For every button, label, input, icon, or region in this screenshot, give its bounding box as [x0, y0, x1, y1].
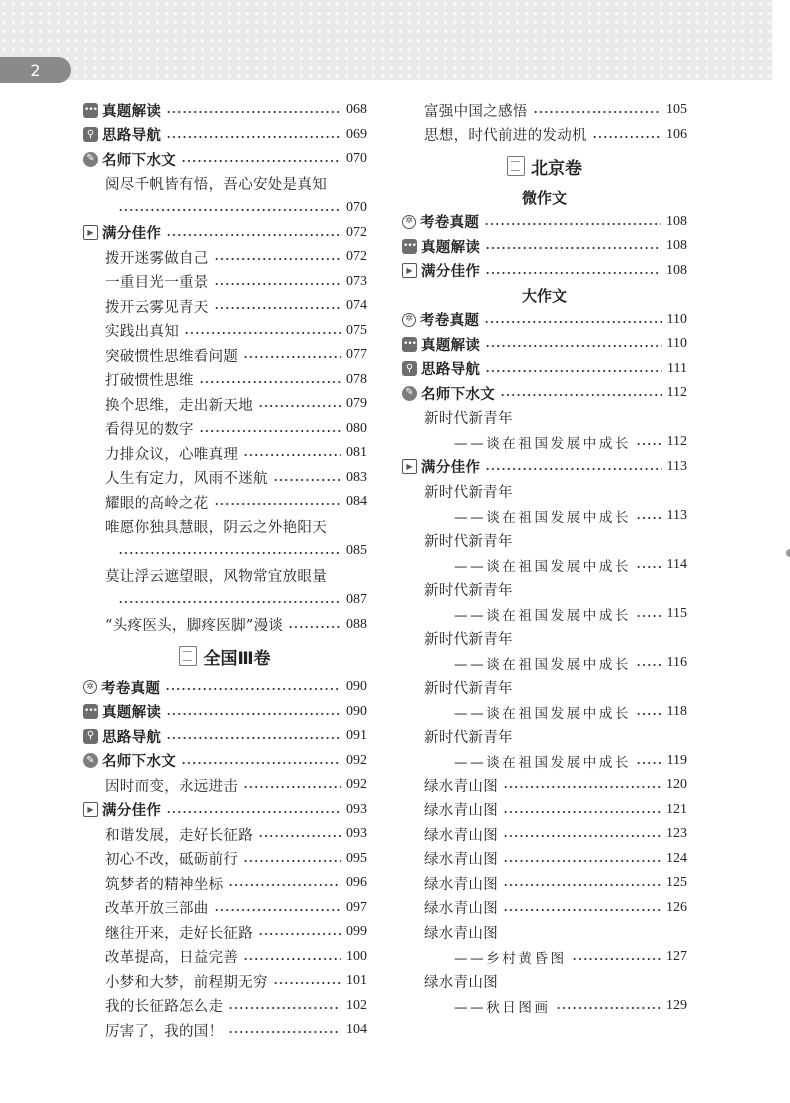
dot-leader	[166, 713, 341, 715]
entry-title: 考卷真题	[420, 313, 480, 330]
toc-title-line	[402, 406, 687, 431]
toc-title-line	[402, 675, 687, 700]
header-band	[0, 0, 772, 80]
entry-title: 看得见的数字	[105, 422, 194, 439]
page-ref: 069	[346, 126, 367, 142]
entry-title: 绿水青山图	[424, 827, 498, 844]
section-heading	[83, 637, 367, 675]
entry-title: 绿水青山图	[424, 876, 498, 893]
page-ref: 090	[346, 703, 367, 719]
toc-entry[interactable]	[83, 245, 367, 270]
dot-leader	[503, 884, 661, 886]
toc-title-line	[402, 577, 687, 602]
toc-entry[interactable]	[402, 994, 687, 1019]
book-icon	[179, 646, 197, 666]
dot-leader	[484, 223, 661, 225]
toc-entry[interactable]	[83, 539, 367, 564]
dot-leader	[228, 1007, 341, 1009]
toc-entry[interactable]	[402, 455, 687, 480]
page-number: 2	[30, 60, 41, 80]
toc-entry[interactable]	[402, 945, 687, 970]
dot-leader	[485, 345, 661, 347]
entry-title: ——谈在祖国发展中成长	[454, 607, 632, 624]
play-icon: ▶	[83, 802, 98, 817]
toc-entry[interactable]	[83, 994, 367, 1019]
page-ref: 114	[666, 556, 687, 572]
location-pin-icon: ⚲	[83, 127, 98, 142]
dot-leader	[118, 552, 341, 554]
toc-entry[interactable]	[83, 294, 367, 319]
entry-title: 和谐发展，走好长征路	[105, 827, 253, 844]
entry-title: 耀眼的高岭之花	[105, 495, 209, 512]
entry-title: 真题解读	[102, 705, 162, 722]
dot-leader	[503, 786, 661, 788]
toc-entry[interactable]	[83, 700, 367, 725]
dot-leader	[165, 688, 341, 690]
toc-entry[interactable]	[83, 343, 367, 368]
toc-entry[interactable]	[83, 871, 367, 896]
entry-title: 继往开来，走好长征路	[105, 925, 253, 942]
toc-entry[interactable]	[83, 98, 367, 123]
toc-title-line	[402, 724, 687, 749]
page-ref: 126	[666, 899, 687, 915]
page-ref: 072	[346, 224, 367, 240]
toc-entry[interactable]	[402, 700, 687, 725]
dot-leader	[166, 737, 341, 739]
sub-heading-title: 大作文	[521, 286, 567, 305]
entry-title: 绿水青山图	[424, 901, 498, 918]
toc-entry[interactable]	[83, 822, 367, 847]
dot-leader	[184, 332, 341, 334]
entry-title: 改革开放三部曲	[105, 901, 209, 918]
entry-title: 厉害了，我的国！	[105, 1023, 224, 1040]
sub-heading-title: 微作文	[521, 188, 567, 207]
page-ref: 115	[666, 605, 687, 621]
entry-title: 新时代新青年	[424, 484, 513, 501]
entry-title: ——谈在祖国发展中成长	[454, 656, 632, 673]
entry-title: ——乡村黄昏图	[454, 950, 567, 967]
page-ref: 119	[666, 752, 687, 768]
entry-title: 新时代新青年	[424, 631, 513, 648]
dot-leader	[500, 394, 662, 396]
page-ref: 112	[666, 385, 687, 401]
toc-title-line	[402, 479, 687, 504]
play-icon: ▶	[402, 263, 417, 278]
page-ref: 091	[346, 728, 367, 744]
toc-entry[interactable]	[83, 724, 367, 749]
dot-leader	[533, 111, 661, 113]
entry-title: 名师下水文	[102, 754, 176, 771]
entry-title: 拨开云雾见青天	[105, 299, 209, 316]
dot-leader	[118, 209, 341, 211]
page-ref: 110	[666, 311, 687, 327]
page-ref: 073	[346, 273, 367, 289]
toc-entry[interactable]	[83, 945, 367, 970]
toc-entry[interactable]	[402, 123, 687, 148]
entry-title: 新时代新青年	[424, 680, 513, 697]
chat-bubble-icon: •••	[402, 337, 417, 352]
entry-title: 新时代新青年	[424, 729, 513, 746]
entry-title: 真题解读	[102, 103, 162, 120]
page-ref: 118	[666, 703, 687, 719]
page-ref: 121	[666, 801, 687, 817]
section-title: 北京卷	[531, 158, 582, 179]
section-heading	[402, 147, 687, 185]
page-ref: 080	[346, 420, 367, 436]
dot-leader	[166, 136, 341, 138]
dot-leader	[181, 762, 341, 764]
entry-title: 力排众议，心唯真理	[105, 446, 239, 463]
toc-entry[interactable]	[402, 847, 687, 872]
toc-entry[interactable]	[83, 147, 367, 172]
dot-leader	[258, 835, 341, 837]
dot-leader	[636, 664, 661, 666]
toc-entry[interactable]	[402, 896, 687, 921]
toc-entry[interactable]	[83, 896, 367, 921]
toc-entry[interactable]	[83, 221, 367, 246]
section-title: 全国Ⅲ卷	[203, 648, 271, 669]
page-ref: 084	[346, 494, 367, 510]
dot-leader	[485, 370, 662, 372]
play-icon: ▶	[402, 459, 417, 474]
page-ref: 108	[666, 262, 687, 278]
dot-leader	[118, 601, 341, 603]
toc-entry[interactable]	[83, 466, 367, 491]
toc-title-line	[402, 969, 687, 994]
page-ref: 112	[666, 434, 687, 450]
dot-leader	[503, 860, 661, 862]
toc-entry[interactable]	[83, 588, 367, 613]
toc-entry[interactable]	[83, 749, 367, 774]
dot-leader	[243, 454, 341, 456]
dot-leader	[503, 811, 661, 813]
entry-title: 拨开迷雾做自己	[105, 250, 209, 267]
page-ref: 124	[666, 850, 687, 866]
page-ref: 070	[346, 151, 367, 167]
toc-entry[interactable]	[402, 210, 687, 235]
toc-entry[interactable]	[402, 504, 687, 529]
page-ref: 104	[346, 1022, 367, 1038]
entry-title: 绿水青山图	[424, 803, 498, 820]
dot-leader	[636, 713, 661, 715]
toc-entry[interactable]	[402, 381, 687, 406]
dot-leader	[636, 443, 661, 445]
toc-entry[interactable]	[83, 441, 367, 466]
pen-icon: ✎	[83, 152, 98, 167]
dot-leader	[273, 982, 341, 984]
entry-title: 人生有定力，风雨不迷航	[105, 471, 268, 488]
entry-title: 满分佳作	[421, 264, 481, 281]
page-ref: 127	[666, 948, 687, 964]
toc-entry[interactable]	[402, 259, 687, 284]
dot-leader	[258, 405, 341, 407]
toc-entry[interactable]	[83, 270, 367, 295]
entry-title: 思想，时代前进的发动机	[424, 128, 587, 145]
chat-bubble-icon: •••	[83, 103, 98, 118]
toc-title-line	[402, 626, 687, 651]
page-ref: 123	[666, 826, 687, 842]
dot-leader	[214, 258, 341, 260]
toc-entry[interactable]	[83, 368, 367, 393]
chat-bubble-icon: •••	[402, 239, 417, 254]
page-ref: 070	[346, 200, 367, 216]
page-ref: 113	[666, 458, 687, 474]
toc-entry[interactable]	[83, 417, 367, 442]
page-ref: 077	[346, 347, 367, 363]
entry-title: 因时而变，永远进击	[105, 778, 239, 795]
toc-entry[interactable]	[402, 98, 687, 123]
target-icon: ✲	[83, 680, 97, 694]
entry-title: 突破惯性思维看问题	[105, 348, 239, 365]
page-ref: 116	[666, 654, 687, 670]
toc-entry[interactable]	[402, 234, 687, 259]
dot-leader	[484, 321, 661, 323]
entry-title: 绿水青山图	[424, 852, 498, 869]
page-ref: 129	[666, 997, 687, 1013]
entry-title: 改革提高，日益完善	[105, 950, 239, 967]
entry-title: ——秋日图画	[454, 999, 551, 1016]
entry-title: 真题解读	[421, 239, 481, 256]
dot-leader	[503, 835, 661, 837]
entry-title: 换个思维，走出新天地	[105, 397, 253, 414]
toc-entry[interactable]	[83, 196, 367, 221]
entry-title: ——谈在祖国发展中成长	[454, 436, 632, 453]
toc-title-line	[83, 564, 367, 589]
entry-title: 一重目光一重景	[105, 275, 209, 292]
toc-title-line	[83, 172, 367, 197]
entry-title: 名师下水文	[102, 152, 176, 169]
entry-title: ——谈在祖国发展中成长	[454, 558, 632, 575]
page-ref: 085	[346, 543, 367, 559]
dot-leader	[592, 136, 661, 138]
dot-leader	[288, 626, 341, 628]
dot-leader	[228, 1031, 341, 1033]
entry-title: ——谈在祖国发展中成长	[454, 509, 632, 526]
toc-entry[interactable]	[402, 822, 687, 847]
page-ref: 110	[666, 336, 687, 352]
page-ref: 079	[346, 396, 367, 412]
toc-entry[interactable]	[83, 319, 367, 344]
dot-leader	[636, 566, 661, 568]
entry-title: 我的长征路怎么走	[105, 999, 224, 1016]
page-ref: 092	[346, 777, 367, 793]
page-ref: 093	[346, 801, 367, 817]
page-ref: 125	[666, 875, 687, 891]
toc-entry[interactable]	[83, 969, 367, 994]
dot-leader	[572, 958, 661, 960]
page-ref: 102	[346, 997, 367, 1013]
toc-title-line	[83, 515, 367, 540]
toc-left-column	[83, 98, 367, 1043]
toc-entry[interactable]	[83, 773, 367, 798]
entry-title: 新时代新青年	[424, 582, 513, 599]
page-ref: 097	[346, 899, 367, 915]
entry-title: 阅尽千帆皆有悟，吾心安处是真知	[105, 177, 327, 194]
entry-title: 满分佳作	[421, 460, 481, 477]
toc-entry[interactable]	[402, 749, 687, 774]
page-ref: 100	[346, 948, 367, 964]
entry-title: ——谈在祖国发展中成长	[454, 754, 632, 771]
entry-title: 思路导航	[102, 128, 162, 145]
page-ref: 068	[346, 102, 367, 118]
page-ref: 090	[346, 679, 367, 695]
toc-entry[interactable]	[402, 430, 687, 455]
toc-entry[interactable]	[402, 553, 687, 578]
entry-title: 名师下水文	[421, 386, 495, 403]
entry-title: 满分佳作	[102, 226, 162, 243]
dot-leader	[228, 884, 341, 886]
toc-entry[interactable]	[83, 798, 367, 823]
location-pin-icon: ⚲	[402, 361, 417, 376]
toc-entry[interactable]	[83, 847, 367, 872]
page-ref: 111	[667, 360, 687, 376]
sub-heading	[402, 283, 687, 308]
toc-entry[interactable]	[402, 602, 687, 627]
edge-marker	[786, 549, 790, 557]
dot-leader	[503, 909, 661, 911]
entry-title: 新时代新青年	[424, 533, 513, 550]
pen-icon: ✎	[83, 753, 98, 768]
entry-title: 思路导航	[421, 362, 481, 379]
page-ref: 083	[346, 469, 367, 485]
toc-entry[interactable]	[402, 798, 687, 823]
page-number-tab	[0, 57, 71, 83]
entry-title: 唯愿你独具慧眼，阴云之外艳阳天	[105, 520, 327, 537]
entry-title: 绿水青山图	[424, 925, 498, 942]
dot-leader	[181, 160, 341, 162]
page-ref: 093	[346, 826, 367, 842]
page-ref: 078	[346, 371, 367, 387]
toc-entry[interactable]	[402, 332, 687, 357]
entry-title: 满分佳作	[102, 803, 162, 820]
target-icon: ✲	[402, 313, 416, 327]
chat-bubble-icon: •••	[83, 704, 98, 719]
page-ref: 075	[346, 322, 367, 338]
dot-leader	[556, 1007, 661, 1009]
dot-leader	[166, 811, 341, 813]
toc-entry[interactable]	[402, 871, 687, 896]
page-ref: 120	[666, 777, 687, 793]
dot-leader	[243, 958, 341, 960]
entry-title: 初心不改，砥砺前行	[105, 852, 239, 869]
entry-title: 真题解读	[421, 337, 481, 354]
page-ref: 092	[346, 752, 367, 768]
page-ref: 108	[666, 238, 687, 254]
entry-title: 筑梦者的精神坐标	[105, 876, 224, 893]
entry-title: 考卷真题	[101, 680, 161, 697]
entry-title: ——谈在祖国发展中成长	[454, 705, 632, 722]
page-ref: 101	[346, 973, 367, 989]
dot-leader	[636, 517, 661, 519]
page-ref: 095	[346, 850, 367, 866]
entry-title: 莫让浮云遮望眼，风物常宜放眼量	[105, 569, 327, 586]
dot-leader	[636, 762, 661, 764]
toc-entry[interactable]	[83, 613, 367, 638]
toc-entry[interactable]	[402, 651, 687, 676]
dot-leader	[485, 272, 661, 274]
entry-title: 实践出真知	[105, 324, 179, 341]
toc-entry[interactable]	[402, 357, 687, 382]
entry-title: 富强中国之感悟	[424, 103, 528, 120]
page-ref: 108	[666, 213, 687, 229]
toc-entry[interactable]	[83, 392, 367, 417]
entry-title: 打破惯性思维	[105, 373, 194, 390]
toc-entry[interactable]	[83, 920, 367, 945]
page-ref: 113	[666, 507, 687, 523]
dot-leader	[243, 786, 341, 788]
toc-entry[interactable]	[83, 675, 367, 700]
toc-right-column	[402, 98, 687, 1018]
page-ref: 096	[346, 875, 367, 891]
toc-title-line	[402, 528, 687, 553]
page-ref: 087	[346, 592, 367, 608]
dot-leader	[214, 307, 341, 309]
page-ref: 099	[346, 924, 367, 940]
page-ref: 074	[346, 298, 367, 314]
toc-entry[interactable]	[83, 1018, 367, 1043]
page-ref: 088	[346, 616, 367, 632]
dot-leader	[214, 283, 341, 285]
location-pin-icon: ⚲	[83, 729, 98, 744]
toc-entry[interactable]	[83, 123, 367, 148]
dot-leader	[199, 430, 341, 432]
entry-title: 绿水青山图	[424, 974, 498, 991]
entry-title: 小梦和大梦，前程期无穷	[105, 974, 268, 991]
dot-leader	[485, 468, 661, 470]
dot-leader	[214, 909, 341, 911]
entry-title: “头疼医头，脚疼医脚”漫谈	[105, 618, 284, 635]
sub-heading	[402, 185, 687, 210]
dot-leader	[214, 503, 341, 505]
dot-leader	[243, 356, 341, 358]
toc-title-line	[402, 920, 687, 945]
entry-title: 新时代新青年	[424, 411, 513, 428]
toc-entry[interactable]	[402, 773, 687, 798]
target-icon: ✲	[402, 215, 416, 229]
page-ref: 105	[666, 102, 687, 118]
dot-leader	[199, 381, 341, 383]
entry-title: 思路导航	[102, 729, 162, 746]
dot-leader	[166, 234, 341, 236]
dot-leader	[166, 111, 341, 113]
dot-leader	[258, 933, 341, 935]
pen-icon: ✎	[402, 386, 417, 401]
play-icon: ▶	[83, 225, 98, 240]
page-ref: 081	[346, 445, 367, 461]
dot-leader	[485, 247, 661, 249]
toc-entry[interactable]	[402, 308, 687, 333]
book-icon	[507, 156, 525, 176]
toc-entry[interactable]	[83, 490, 367, 515]
dot-leader	[273, 479, 341, 481]
dot-leader	[636, 615, 661, 617]
entry-title: 考卷真题	[420, 215, 480, 232]
page-ref: 072	[346, 249, 367, 265]
entry-title: 绿水青山图	[424, 778, 498, 795]
page-ref: 106	[666, 126, 687, 142]
dot-leader	[243, 860, 341, 862]
